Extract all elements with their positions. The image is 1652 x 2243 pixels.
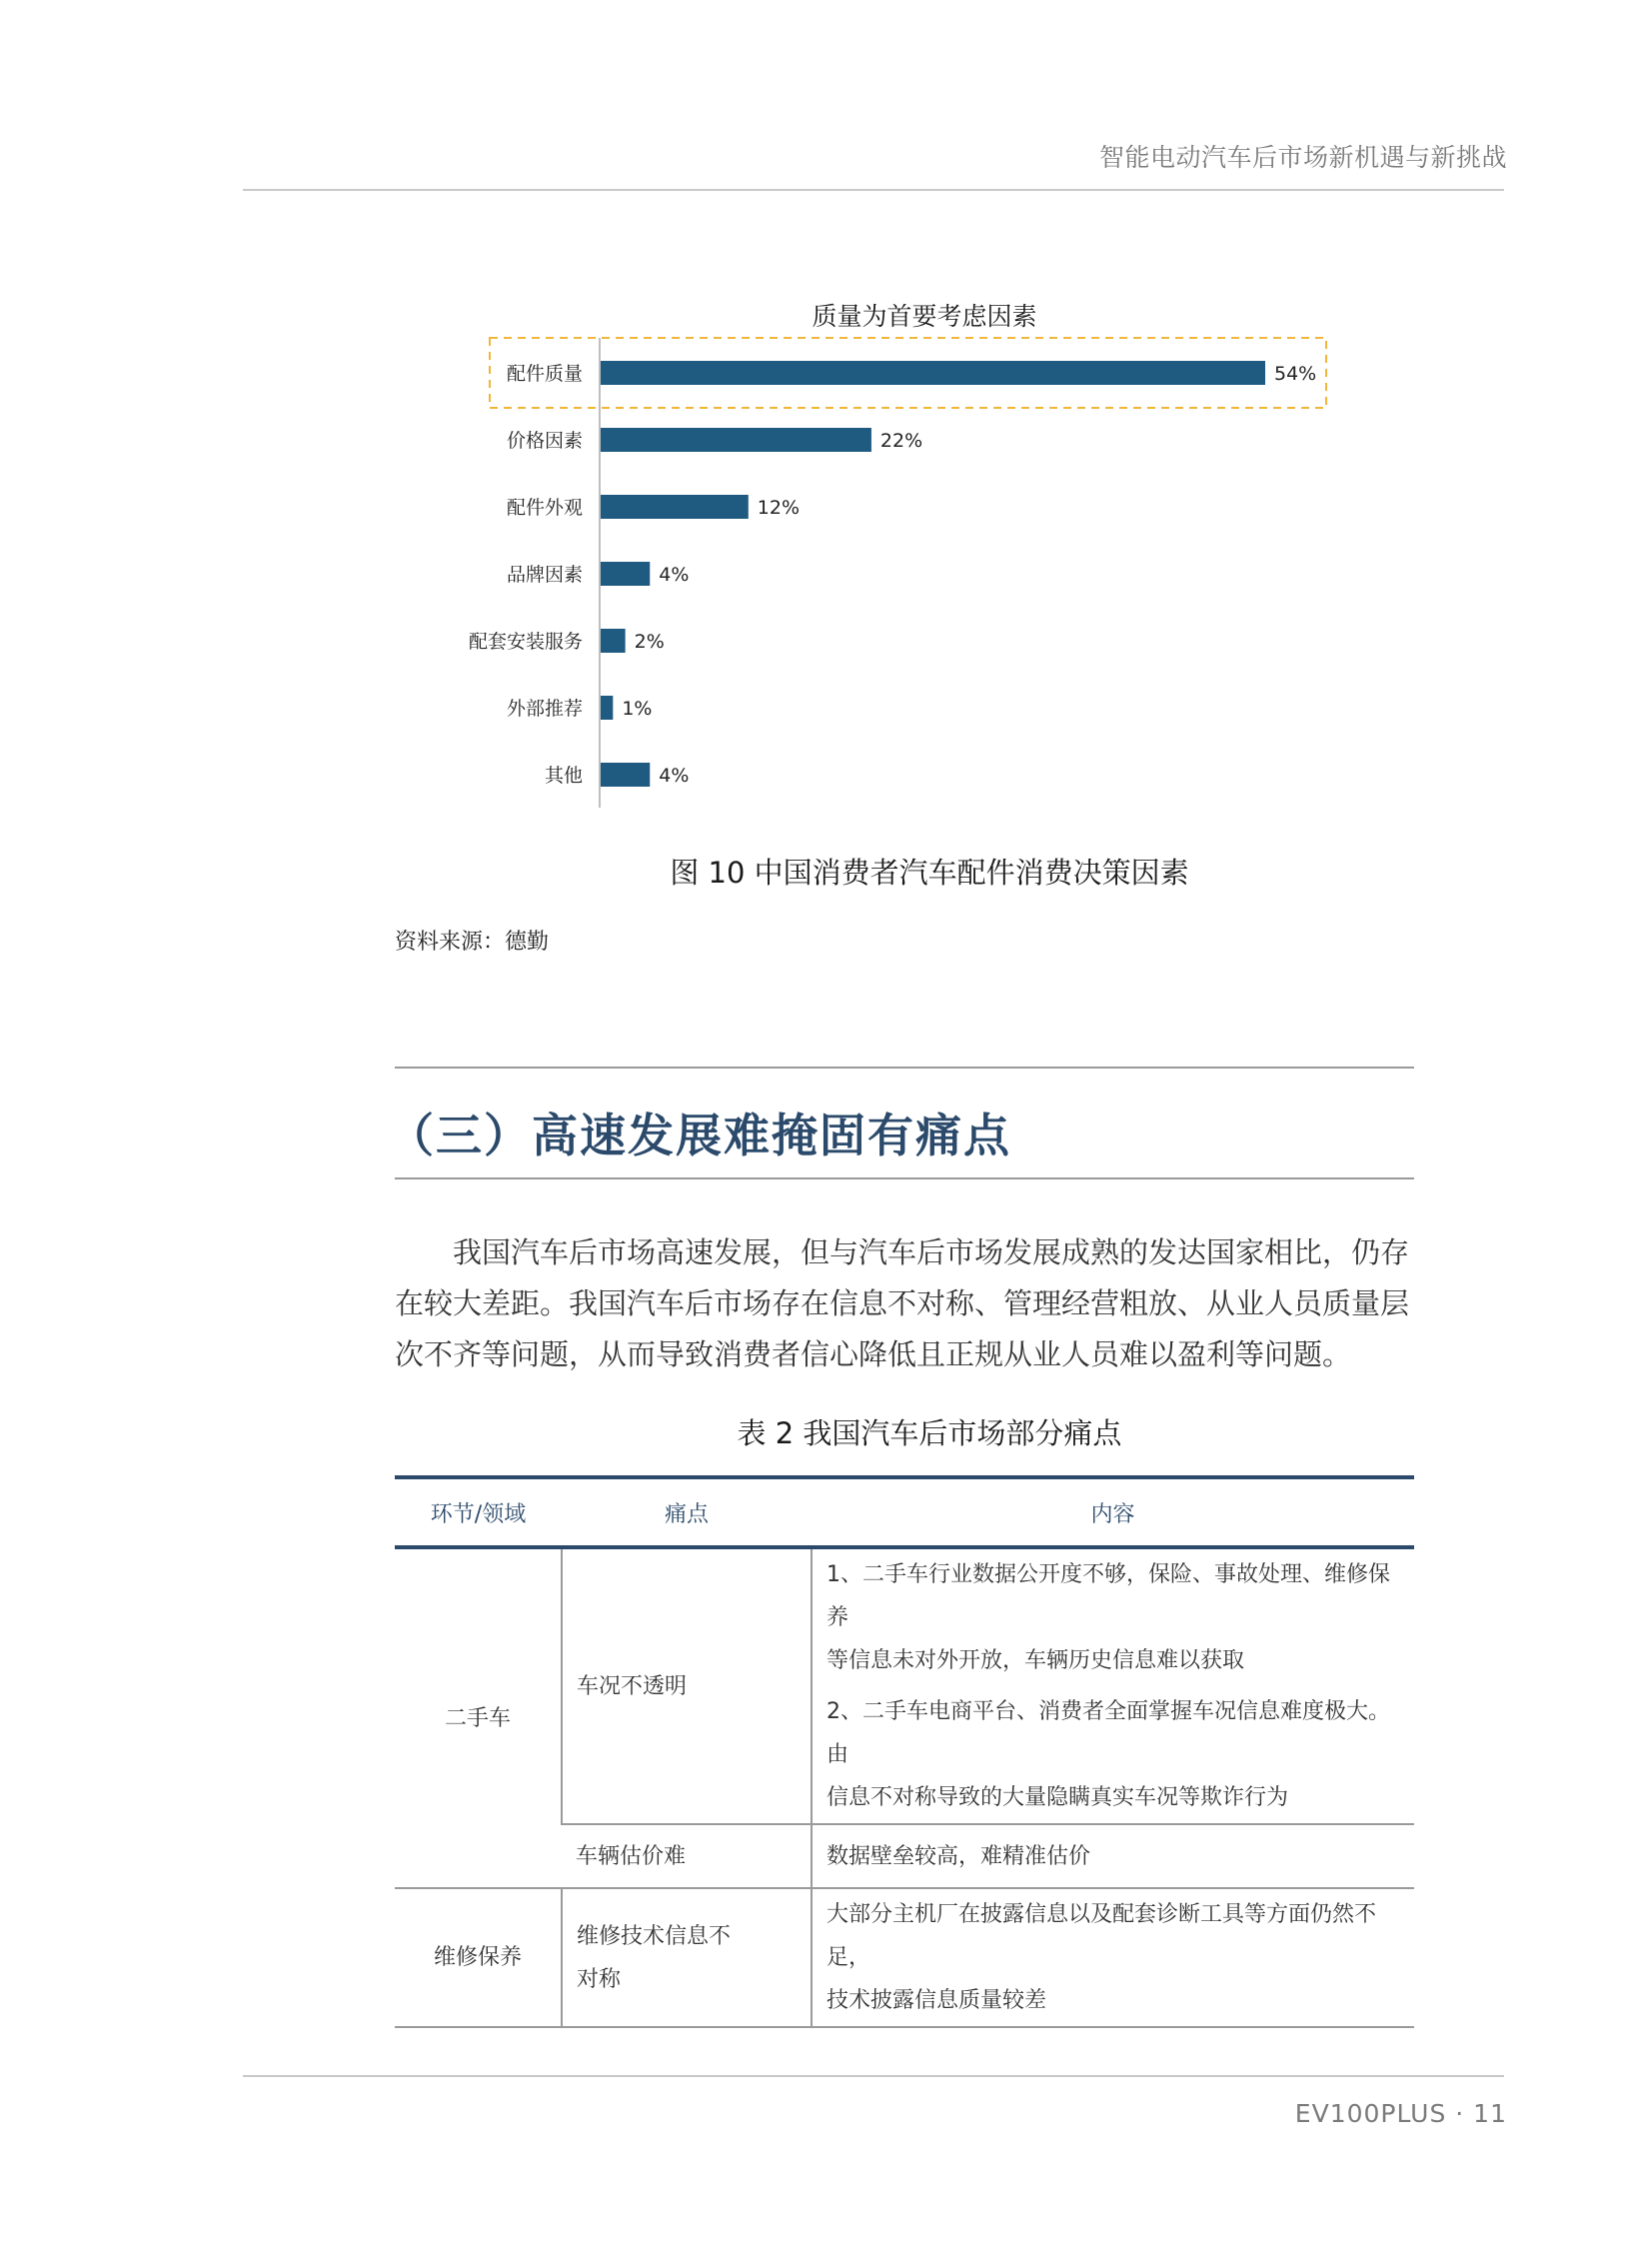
bar (601, 763, 650, 787)
header-field: 环节/领域 (395, 1477, 562, 1547)
category-label: 配件质量 (506, 363, 583, 385)
category-label: 配套安装服务 (468, 631, 583, 653)
content-line: 大部分主机厂在披露信息以及配套诊断工具等方面仍然不足， (826, 1902, 1377, 1970)
content-line: 信息不对称导致的大量隐瞒真实车况等欺诈行为 (826, 1785, 1289, 1810)
bar-chart (0, 0, 1652, 830)
header-content: 内容 (812, 1477, 1414, 1547)
pain-cell: 车况不透明 (562, 1547, 812, 1824)
field-cell: 维修保养 (395, 1888, 562, 2027)
category-label: 外部推荐 (506, 698, 583, 720)
value-label: 22% (879, 430, 923, 452)
pain-line: 维修技术信息不 (577, 1923, 732, 1949)
value-label: 4% (659, 765, 690, 787)
running-header: 智能电动汽车后市场新机遇与新挑战 (1098, 143, 1507, 172)
table-row (395, 1547, 1414, 1824)
category-label: 品牌因素 (506, 564, 583, 586)
bar (601, 562, 650, 586)
bar (601, 495, 749, 519)
pain-cell (562, 1888, 812, 2027)
content-line: 等信息未对外开放，车辆历史信息难以获取 (826, 1648, 1245, 1673)
section-rule-bottom (395, 1177, 1414, 1179)
content-line: 1、二手车行业数据公开度不够，保险、事故处理、维修保养 (826, 1562, 1390, 1630)
bar (601, 428, 871, 452)
body-paragraph: 我国汽车后市场高速发展，但与汽车后市场发展成熟的发达国家相比，仍存在较大差距。我国汽车后市场存在信息不对称、管理经营粗放、从业人员质量层次不齐等问题，从而导致消费者信心降低且正规从业人员难以盈利等问题。 (395, 1235, 1410, 1371)
value-label: 2% (634, 631, 665, 653)
content-cell (812, 1888, 1414, 2027)
bar (601, 696, 613, 720)
pain-line: 对称 (577, 1966, 622, 1992)
section-title: （三）高速发展难掩固有痛点 (388, 1109, 1011, 1162)
category-label: 配件外观 (506, 497, 583, 519)
value-label: 54% (1274, 363, 1317, 385)
table-caption: 表 2 我国汽车后市场部分痛点 (737, 1416, 1122, 1450)
content-line: 2、二手车电商平台、消费者全面掌握车况信息难度极大。由 (826, 1699, 1390, 1767)
page-footer: EV100PLUS · 11 (1294, 2099, 1507, 2128)
footer-rule (243, 2075, 1504, 2077)
header-pain: 痛点 (562, 1477, 812, 1547)
chart-title: 质量为首要考虑因素 (812, 302, 1037, 331)
section-rule-top (395, 1067, 1414, 1069)
bar (601, 629, 626, 653)
content-cell: 数据壁垒较高，难精准估价 (812, 1824, 1414, 1888)
value-label: 4% (659, 564, 690, 586)
pain-points-table (395, 1475, 1414, 2028)
value-label: 1% (622, 698, 653, 720)
bars-group (469, 361, 1316, 787)
value-label: 12% (757, 497, 801, 519)
bar (601, 361, 1265, 385)
pain-cell: 车辆估价难 (562, 1824, 812, 1888)
figure-source: 资料来源：德勤 (395, 930, 550, 955)
content-cell (812, 1547, 1414, 1824)
field-cell: 二手车 (395, 1547, 562, 1888)
table-header-row (395, 1477, 1414, 1547)
table-row (395, 1888, 1414, 2027)
content-line: 技术披露信息质量较差 (826, 1988, 1047, 2013)
category-label: 其他 (544, 765, 583, 787)
category-label: 价格因素 (506, 430, 583, 452)
figure-caption: 图 10 中国消费者汽车配件消费决策因素 (670, 856, 1189, 890)
